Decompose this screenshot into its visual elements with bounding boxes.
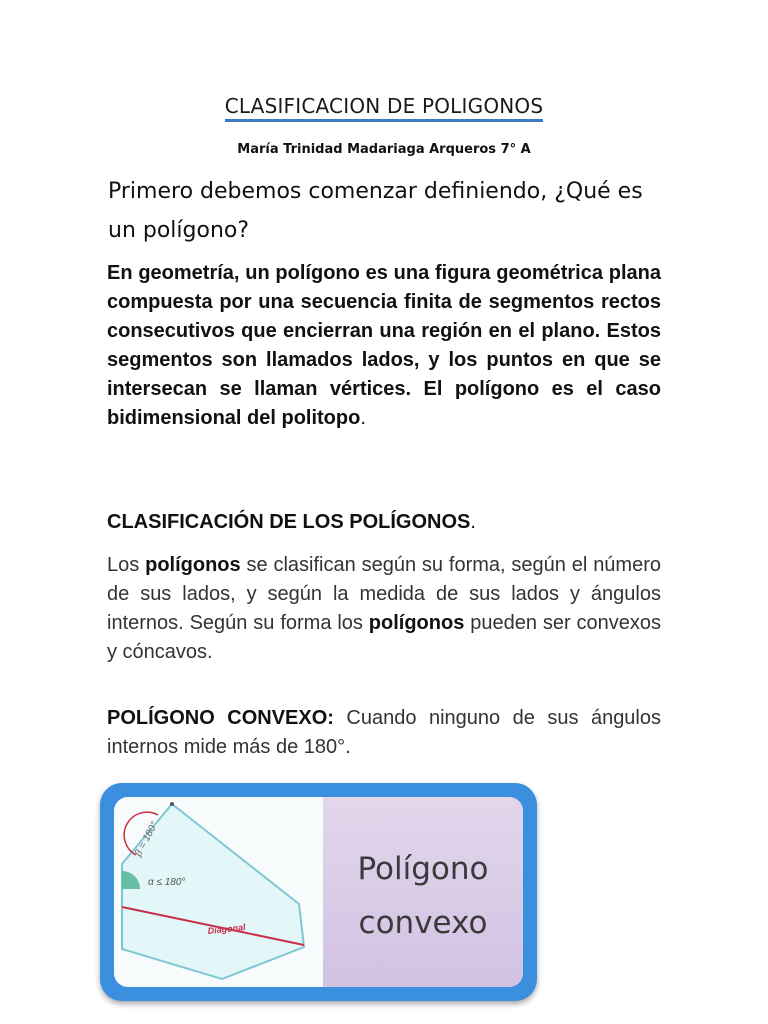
author-line: María Trinidad Madariaga Arqueros 7° A xyxy=(237,142,531,157)
figure-caption-panel xyxy=(323,797,523,987)
classification-bold-2: polígonos xyxy=(368,612,465,634)
polygon-diagram xyxy=(114,797,323,987)
caption-line-1: Polígono xyxy=(357,851,489,887)
alpha-angle-label: α ≤ 180° xyxy=(148,877,186,888)
definition-paragraph xyxy=(107,259,661,433)
figure-content xyxy=(114,797,523,987)
vertex-dot xyxy=(170,802,174,806)
classification-text-2: se clasifican según su forma, según el número de sus lados, y según la medida de sus lados y ángulos internos. Según su forma los xyxy=(107,554,662,634)
beta-angle-label: β = 180° xyxy=(132,819,161,859)
classification-paragraph xyxy=(107,551,661,667)
classification-bold-1: polígonos xyxy=(145,554,241,576)
diagonal-label: Diagonal xyxy=(207,922,247,936)
caption-line-2: convexo xyxy=(358,905,488,941)
classification-heading-period: . xyxy=(470,511,476,533)
classification-heading xyxy=(107,511,476,534)
convex-paragraph xyxy=(107,704,661,762)
classification-heading-text: CLASIFICACIÓN DE LOS POLÍGONOS xyxy=(107,511,471,533)
definition-text: En geometría, un polígono es una figura geométrica plana compuesta por una secuencia finita de segmentos rectos consecutivos que encierran una región en el plano. Estos segmentos son llamados lados, y los puntos en que se intersecan se llaman vértices. El polígono es el caso bidimensional del politopo xyxy=(107,262,661,429)
definition-period: . xyxy=(360,407,366,429)
polygon-diagram-panel xyxy=(114,797,323,987)
convex-label: POLÍGONO CONVEXO: xyxy=(107,707,334,729)
convex-text: Cuando ninguno de sus ángulos internos mide más de 180°. xyxy=(107,707,662,758)
classification-text-1: Los xyxy=(107,554,146,576)
document-title: CLASIFICACION DE POLIGONOS xyxy=(0,94,768,122)
convex-polygon-figure xyxy=(100,783,537,1001)
classification-text-3: pueden ser convexos y cóncavos. xyxy=(107,612,661,663)
intro-question: Primero debemos comenzar definiendo, ¿Qué es un polígono? xyxy=(108,179,643,243)
